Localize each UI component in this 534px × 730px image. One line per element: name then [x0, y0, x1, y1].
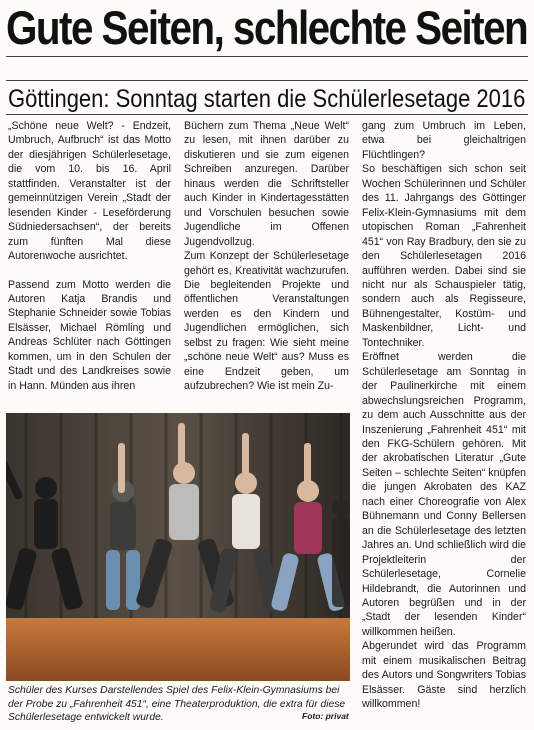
paragraph: Zum Konzept der Schülerlesetage gehört es, Kreativität wachzurufen. Die begleitenden Projekte und öffentlichen Veranstaltungen werden es den Kindern und Jugendlichen ermöglichen, sich selbst zu fragen: Wie sieht meine „schöne neue Welt“ aus? Muss es eine Endzeit geben, um aufzubrechen? Wie ist mein Zu- [184, 250, 349, 393]
subhead-bottom-rule [6, 114, 528, 115]
article-column-2 [184, 119, 349, 394]
paragraph: Passend zum Motto werden die Autoren Katja Brandis und Stephanie Schneider sowie Tobias Elsässer, Michael Römling und Andreas Schlüter nach Göttingen kommen, um in den Schulen der Stadt und des Landkreises sowie in Hann. Münden aus ihren [8, 278, 171, 392]
article-column-1 [8, 119, 171, 393]
stage-photo [6, 413, 350, 681]
paragraph: gang zum Umbruch im Leben, etwa bei gleichaltrigen Flüchtlingen? [362, 120, 526, 161]
headline-rule [6, 56, 528, 57]
headline: Gute Seiten, schlechte Seiten [6, 1, 528, 54]
subhead: Göttingen: Sonntag starten die Schülerlesetage 2016 [8, 85, 526, 113]
stage-photo-illustration [6, 413, 350, 681]
photo-caption: Schüler des Kurses Darstellendes Spiel des Felix-Klein-Gymnasiums bei der Probe zu „Fahrenheit 451“, eine Theaterproduktion, die extra für diese Schülerlesetage entwickelt wurde. [8, 685, 346, 723]
paragraph: Eröffnet werden die Schülerlesetage am Sonntag in der Paulinerkirche mit einem abwechslungsreichen Programm, zu dem auch Ausschnitte aus der Inszenierung „Fahrenheit 451“ mit den FKG-Schülern gehören. Mit der akrobatischen Literatur „Gute Seiten – schlechte Seiten“ knüpfen die jungen Akrobaten des KAZ nach einer Choreografie von Alex Bühnemann und Conny Bellersen an die Schülerlesetage des letzten Jahres an. Und schließlich wird die Projektleiterin der Schülerlesetage, Cornelie Hildebrandt, die Autorinnen und Autoren begrüßen und in der „Stadt der lesenden Kinder“ willkommen heißen. [362, 351, 526, 638]
paragraph: Büchern zum Thema „Neue Welt“ zu lesen, mit ihnen darüber zu diskutieren und sie zum eigenen Schreiben anzuregen. Darüber hinaus werden die Schriftsteller auch Kinder in Kindertagesstätten und Vorschulen besuchen sowie Jugendliche im Offenen Jugendvollzug. [184, 120, 349, 248]
photo-credit: Foto: privat [302, 711, 349, 721]
paragraph: So beschäftigen sich schon seit Wochen Schülerinnen und Schüler des 11. Jahrgangs des Göttinger Felix-Klein-Gymnasiums mit dem utopischen Roman „Fahrenheit 451“ von Ray Bradbury, den sie zu den Schülerlesetagen 2016 aufführen werden. Dabei sind sie nicht nur als Schauspieler tätig, sondern auch als Regisseure, Bühnengestalter, Kostüm- und Maskenbildner, Licht- und Tontechniker. [362, 163, 526, 349]
paragraph: „Schöne neue Welt? - Endzeit, Umbruch, Aufbruch“ ist das Motto der diesjährigen Schülerlesetage, die vom 10. bis 16. April stattfinden. Veranstalter ist der gemeinnützigen Verein „Stadt der lesenden Kinder - Leseförderung Südniedersachsen“, der bereits zum fünften Mal diese Autorenwoche ausrichtet. [8, 120, 171, 263]
article-column-3 [362, 119, 526, 712]
paragraph: Abgerundet wird das Programm mit einem musikalischen Beitrag des Autors und Songwriters Tobias Elsässer. Gäste sind herzlich willkommen! [362, 640, 526, 711]
subhead-rule [6, 80, 528, 81]
